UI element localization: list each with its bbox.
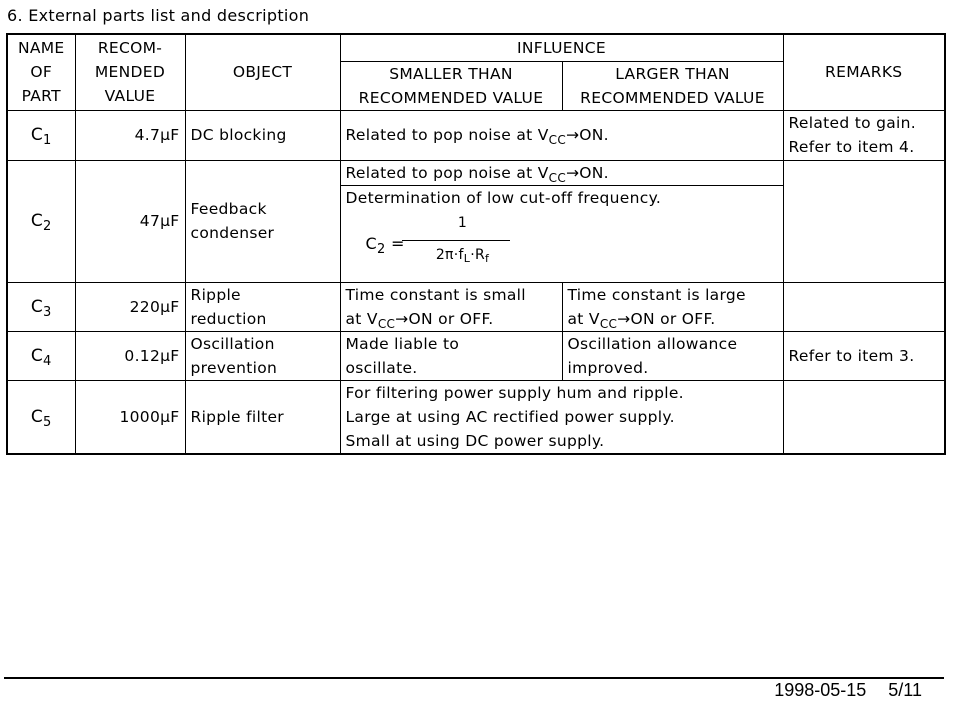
page-footer — [774, 680, 922, 701]
influence-smaller: Made liable to oscillate. — [340, 331, 562, 380]
influence-text — [340, 185, 783, 282]
part-value: 4.7μF — [75, 110, 185, 160]
influence-larger: Time constant is large at $V_{CC}\to ON$ or OFF. — [562, 282, 783, 331]
table-row — [7, 282, 945, 331]
header-object: OBJECT — [185, 34, 340, 110]
influence-larger: Oscillation allowance improved. — [562, 331, 783, 380]
table-row — [7, 160, 945, 185]
footer-page-number: 5/11 — [888, 680, 922, 700]
formula-lhs: $C_2$ = — [365, 233, 405, 257]
cutoff-description: Determination of low cut-off frequency. — [345, 188, 662, 207]
table-row — [7, 110, 945, 160]
header-recommended-value: RECOM- MENDED VALUE — [75, 34, 185, 110]
part-object: DC blocking — [185, 110, 340, 160]
remarks: Related to gain. Refer to item 4. — [783, 110, 945, 160]
footer-date: 1998-05-15 — [774, 680, 867, 700]
formula-denominator: $2\pi\cdot f_L\cdot R_f$ — [435, 246, 490, 265]
header-larger-than: LARGER THAN RECOMMENDED VALUE — [562, 61, 783, 110]
part-name: $C_1$ — [7, 110, 75, 160]
table-row — [7, 331, 945, 380]
influence-smaller: Time constant is small at $V_{CC}\to ON$ or OFF. — [340, 282, 562, 331]
part-object: Oscillation prevention — [185, 331, 340, 380]
part-object: Feedback condenser — [185, 160, 340, 282]
part-object: Ripple filter — [185, 380, 340, 454]
part-value: 220μF — [75, 282, 185, 331]
header-name-of-part: NAME OF PART — [7, 34, 75, 110]
part-object: Ripple reduction — [185, 282, 340, 331]
section-heading: 6. External parts list and description — [7, 6, 310, 25]
fraction-bar — [402, 240, 510, 241]
table-row — [7, 380, 945, 454]
parts-table — [6, 33, 946, 455]
part-name: $C_2$ — [7, 160, 75, 282]
cutoff-formula — [346, 210, 778, 274]
header-remarks: REMARKS — [783, 34, 945, 110]
part-name: $C_5$ — [7, 380, 75, 454]
part-value: 47μF — [75, 160, 185, 282]
part-value: 0.12μF — [75, 331, 185, 380]
part-value: 1000μF — [75, 380, 185, 454]
footer-divider — [4, 677, 944, 679]
influence-text: Related to pop noise at $V_{CC}\to ON$. — [340, 160, 783, 185]
header-influence: INFLUENCE — [340, 34, 783, 61]
influence-text: Related to pop noise at $V_{CC}\to ON$. — [340, 110, 783, 160]
remarks — [783, 380, 945, 454]
part-name: $C_3$ — [7, 282, 75, 331]
part-name: $C_4$ — [7, 331, 75, 380]
influence-text: For filtering power supply hum and ripple. Large at using AC rectified power supply. Small at using DC power supply. — [340, 380, 783, 454]
remarks: Refer to item 3. — [783, 331, 945, 380]
header-smaller-than: SMALLER THAN RECOMMENDED VALUE — [340, 61, 562, 110]
formula-numerator: 1 — [457, 214, 468, 231]
remarks — [783, 160, 945, 282]
remarks — [783, 282, 945, 331]
